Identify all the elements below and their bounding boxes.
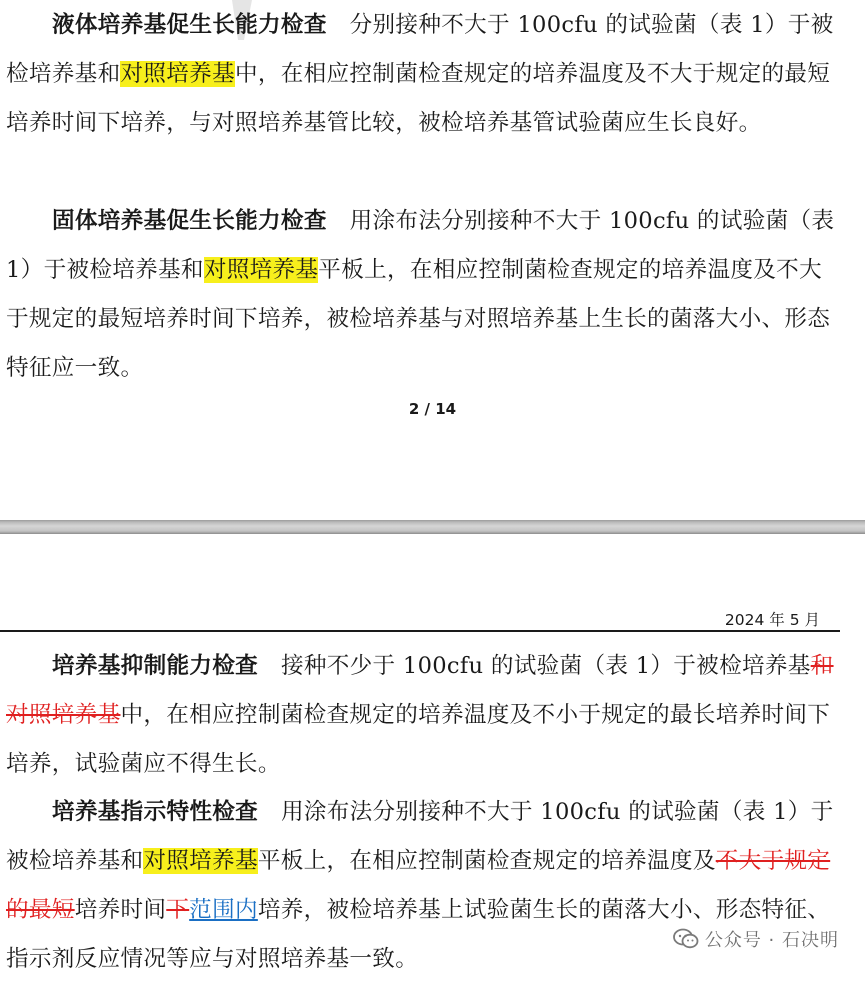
highlighted-text: 对照培养基 xyxy=(203,257,319,283)
term-heading: 固体培养基促生长能力检查 xyxy=(52,208,327,234)
page-number: 2 / 14 xyxy=(408,400,457,418)
page-separator xyxy=(0,520,865,534)
paragraph-text: 中，在相应控制菌检查规定的培养温度及不大于规定的最短培养时间下培养，与对照培养基管比较，被检培养基管试验菌应生长良好。 xyxy=(6,61,831,136)
deleted-text: 和对照培养基 xyxy=(6,653,834,728)
wechat-icon xyxy=(673,928,699,950)
paragraph-text: 中，在相应控制菌检查规定的培养温度及不小于规定的最长培养时间下培养，试验菌应不得生长。 xyxy=(6,702,831,777)
paragraph-liquid-medium-growth xyxy=(6,1,844,148)
watermark xyxy=(673,926,839,952)
paragraph-text: 培养，被检培养基上试验菌生长的菌落大小、形态特征、指示剂反应情况等应与对照培养基一致。 xyxy=(6,897,831,972)
deleted-text: 不大于规定的最短 xyxy=(6,848,831,923)
paragraph-text: 接种不少于 100cfu 的试验菌（表 1）于被检培养基 xyxy=(280,653,811,679)
paragraph-text: 平板上，在相应控制菌检查规定的培养温度及 xyxy=(257,848,716,874)
inserted-text: 范围内 xyxy=(189,897,258,923)
header-rule xyxy=(0,630,840,632)
header-date: 2024 年 5 月 xyxy=(724,611,820,629)
highlighted-text: 对照培养基 xyxy=(143,848,258,874)
paragraph-inhibition-check xyxy=(6,642,844,789)
term-heading: 液体培养基促生长能力检查 xyxy=(52,12,327,38)
watermark-text: 公众号 · 石决明 xyxy=(704,930,839,951)
paragraph-text: 平板上，在相应控制菌检查规定的培养温度及不大于规定的最短培养时间下培养，被检培养基与对照培养基上生长的菌落大小、形态特征应一致。 xyxy=(6,257,831,381)
deleted-text: 下 xyxy=(166,897,190,923)
paragraph-indicator-check xyxy=(6,788,844,984)
paragraph-text: 分别接种不大于 100cfu 的试验菌（表 1）于被检培养基和 xyxy=(6,12,834,87)
paragraph-text: 培养时间 xyxy=(74,897,167,923)
paragraph-solid-medium-growth xyxy=(6,197,844,393)
highlighted-text: 对照培养基 xyxy=(120,61,235,87)
paragraph-text: 用涂布法分别接种不大于 100cfu 的试验菌（表 1）于被检培养基和 xyxy=(6,208,835,283)
term-heading: 培养基指示特性检查 xyxy=(52,799,259,825)
paragraph-text: 用涂布法分别接种不大于 100cfu 的试验菌（表 1）于被检培养基和 xyxy=(6,799,834,874)
term-heading: 培养基抑制能力检查 xyxy=(52,653,259,679)
